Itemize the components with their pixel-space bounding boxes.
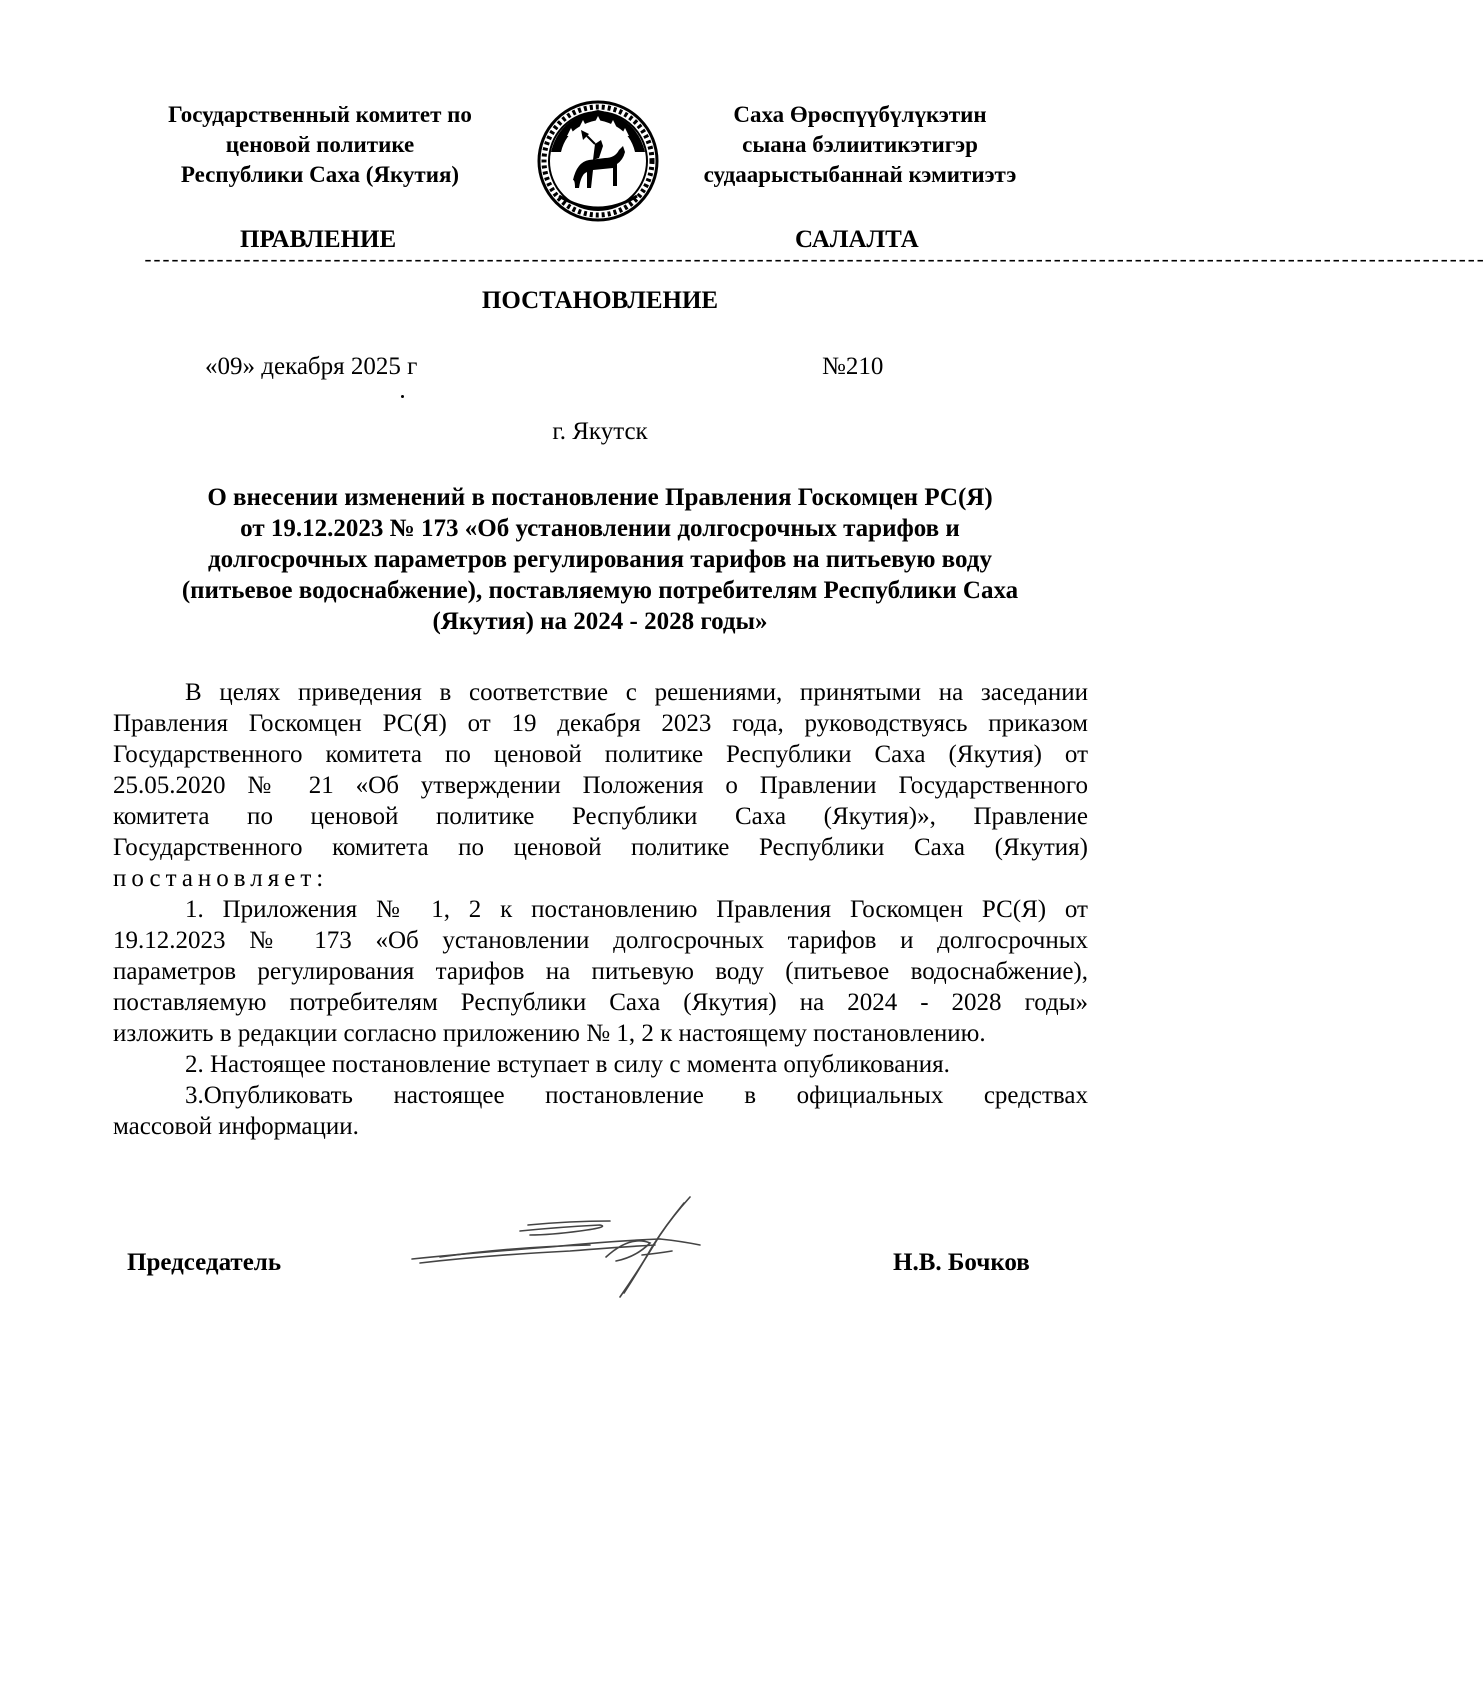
- item-1-line: изложить в редакции согласно приложению № 1, 2 к настоящему постановлению.: [113, 1020, 986, 1047]
- header-left-line: Государственный комитет по: [168, 102, 472, 127]
- preamble-line: В целях приведения в соответствие с решениями, принятыми на заседании: [185, 679, 1088, 706]
- board-label-ru: ПРАВЛЕНИЕ: [240, 226, 397, 253]
- board-label-sah: САЛАЛТА: [795, 226, 919, 253]
- preamble-line: 25.05.2020 № 21 «Об утверждении Положения о Правлении Государственного: [113, 772, 1088, 799]
- item-3-line: 3.Опубликовать настоящее постановление в официальных средствах: [185, 1082, 1088, 1109]
- header-right-line: Саха Өрөспүүбүлүкэтин: [733, 102, 987, 127]
- item-1-line: параметров регулирования тарифов на питьевую воду (питьевое водоснабжение),: [113, 958, 1088, 985]
- header-right-block: [660, 100, 1060, 190]
- document-type: ПОСТАНОВЛЕНИЕ: [481, 287, 719, 314]
- stray-mark: [401, 395, 404, 398]
- header-right-line: судаарыстыбаннай кэмитиэтэ: [703, 162, 1017, 187]
- handwritten-signature-icon: [410, 1195, 730, 1305]
- signatory-position: Председатель: [127, 1249, 282, 1276]
- title-line: О внесении изменений в постановление Правления Госкомцен РС(Я): [207, 484, 993, 511]
- coat-of-arms-icon: [537, 100, 659, 222]
- document-number: №210: [822, 353, 884, 380]
- item-3-line: массовой информации.: [113, 1113, 359, 1140]
- document-date: «09» декабря 2025 г: [205, 353, 418, 380]
- title-line: от 19.12.2023 № 173 «Об установлении долгосрочных тарифов и: [240, 515, 960, 542]
- header-left-block: [120, 100, 520, 190]
- header-separator: -----------------------------------------------------------------------------------------------------------------------------------------------------: [142, 250, 1483, 273]
- preamble-line: Государственного комитета по ценовой политике Республики Саха (Якутия) от: [113, 741, 1088, 768]
- header-right-line: сыана бэлиитикэтигэр: [742, 132, 978, 157]
- resolves-word: постановляет:: [113, 865, 329, 892]
- preamble-line: Правления Госкомцен РС(Я) от 19 декабря 2023 года, руководствуясь приказом: [113, 710, 1088, 737]
- item-2: 2. Настоящее постановление вступает в силу с момента опубликования.: [185, 1051, 950, 1078]
- signatory-name: Н.В. Бочков: [893, 1249, 1030, 1276]
- title-line: (Якутия) на 2024 - 2028 годы»: [432, 608, 768, 635]
- document-body: [113, 677, 1088, 1142]
- preamble-line: комитета по ценовой политике Республики Саха (Якутия)», Правление: [113, 803, 1088, 830]
- item-1-line: 1. Приложения № 1, 2 к постановлению Правления Госкомцен РС(Я) от: [185, 896, 1088, 923]
- document-city: г. Якутск: [552, 418, 648, 445]
- header-left-line: ценовой политике: [225, 132, 415, 157]
- header-left-line: Республики Саха (Якутия): [180, 162, 460, 187]
- document-title: [120, 482, 1080, 637]
- preamble-line: Государственного комитета по ценовой политике Республики Саха (Якутия): [113, 834, 1088, 861]
- title-line: (питьевое водоснабжение), поставляемую потребителям Республики Саха: [181, 577, 1019, 604]
- item-1-line: 19.12.2023 № 173 «Об установлении долгосрочных тарифов и долгосрочных: [113, 927, 1088, 954]
- item-1-line: поставляемую потребителям Республики Саха (Якутия) на 2024 - 2028 годы»: [113, 989, 1088, 1016]
- title-line: долгосрочных параметров регулирования тарифов на питьевую воду: [208, 546, 992, 573]
